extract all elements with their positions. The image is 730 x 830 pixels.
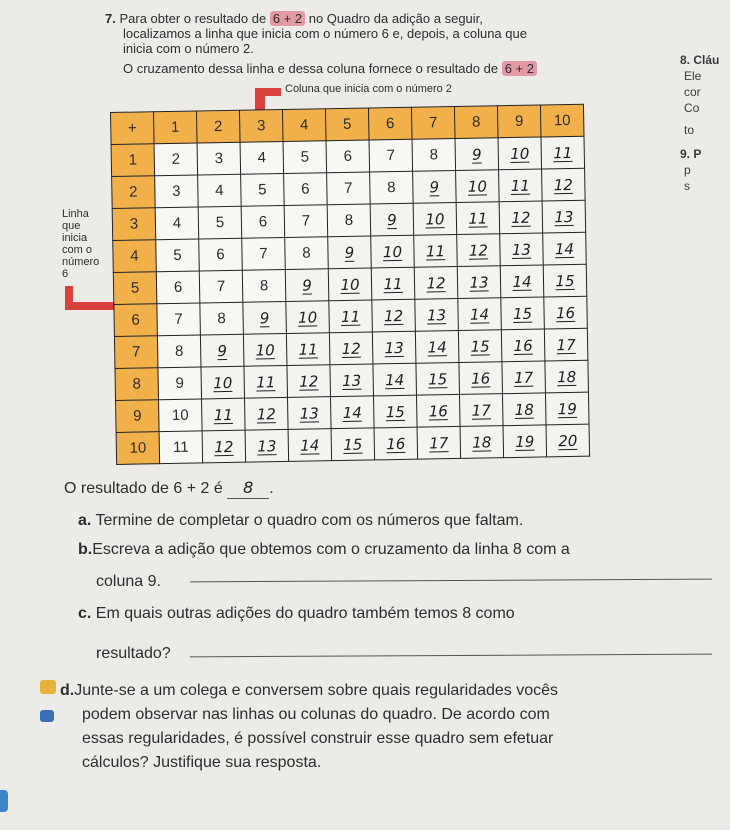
handwritten-cell[interactable]: 17 (417, 426, 461, 459)
column-header: 6 (368, 107, 412, 140)
handwritten-cell[interactable]: 12 (372, 299, 416, 332)
column-header: 10 (540, 104, 584, 137)
printed-cell: 4 (155, 207, 199, 240)
printed-cell: 5 (283, 141, 327, 174)
handwritten-cell[interactable]: 10 (456, 170, 500, 203)
intro-line-1 (105, 11, 635, 26)
handwritten-cell[interactable]: 13 (372, 331, 416, 364)
handwritten-cell[interactable]: 16 (459, 362, 503, 395)
printed-cell: 7 (284, 205, 328, 238)
column-header: 8 (454, 106, 498, 139)
handwritten-cell[interactable]: 14 (458, 298, 502, 331)
handwritten-cell[interactable]: 12 (287, 365, 331, 398)
handwritten-cell[interactable]: 10 (328, 268, 372, 301)
handwritten-cell[interactable]: 11 (202, 398, 246, 431)
handwritten-cell[interactable]: 9 (413, 170, 457, 203)
row-caption-line: inicia (62, 232, 88, 244)
handwritten-cell[interactable]: 13 (457, 266, 501, 299)
handwritten-cell[interactable]: 10 (371, 235, 415, 268)
side-l4: to (684, 123, 695, 137)
printed-cell: 7 (157, 303, 201, 336)
intro-line-4 (105, 61, 635, 76)
handwritten-cell[interactable]: 12 (457, 234, 501, 267)
handwritten-cell[interactable]: 12 (329, 332, 373, 365)
handwritten-cell[interactable]: 17 (502, 361, 546, 394)
handwritten-cell[interactable]: 14 (543, 232, 587, 265)
group-activity-icon-2 (40, 710, 54, 722)
item-c-text-1: Em quais outras adições do quadro também temos 8 como (95, 605, 515, 622)
printed-cell: 5 (241, 173, 285, 206)
column-header: 7 (411, 106, 455, 139)
handwritten-cell[interactable]: 19 (545, 392, 589, 425)
row-header: 7 (114, 336, 158, 369)
handwritten-cell[interactable]: 10 (243, 333, 287, 366)
handwritten-cell[interactable]: 18 (545, 360, 589, 393)
item-d-line-3: essas regularidades, é possível construir esse quadro sem efetuar (82, 730, 554, 747)
handwritten-cell[interactable]: 12 (245, 397, 289, 430)
intro-line-2: localizamos a linha que inicia com o número 6 e, depois, a coluna que (123, 26, 527, 41)
handwritten-cell[interactable]: 12 (414, 266, 458, 299)
row-header: 4 (113, 240, 157, 273)
item-d (60, 679, 720, 775)
row-caption-line: Linha (62, 208, 89, 220)
printed-cell: 2 (154, 143, 198, 176)
printed-cell: 6 (326, 140, 370, 173)
handwritten-cell[interactable]: 9 (370, 203, 414, 236)
handwritten-cell[interactable]: 11 (329, 300, 373, 333)
column-marker-stem (255, 88, 265, 110)
handwritten-cell[interactable]: 9 (455, 138, 499, 171)
handwritten-cell[interactable]: 11 (541, 136, 585, 169)
handwritten-cell[interactable]: 18 (460, 426, 504, 459)
printed-cell: 7 (242, 237, 286, 270)
handwritten-cell[interactable]: 10 (413, 202, 457, 235)
handwritten-cell[interactable]: 14 (415, 330, 459, 363)
handwritten-cell[interactable]: 12 (499, 201, 543, 234)
item-c-line-2: resultado? (96, 645, 171, 662)
group-activity-icon (40, 680, 56, 694)
row-header: 5 (113, 272, 157, 305)
printed-cell: 3 (197, 142, 241, 175)
handwritten-cell[interactable]: 18 (502, 393, 546, 426)
side-l1: Ele (684, 69, 702, 83)
handwritten-cell[interactable]: 15 (416, 362, 460, 395)
side-column (680, 52, 730, 194)
printed-cell: 11 (159, 431, 203, 464)
row-caption-line: 6 (62, 268, 69, 280)
printed-cell: 6 (284, 173, 328, 206)
handwritten-cell[interactable]: 11 (456, 202, 500, 235)
printed-cell: 3 (155, 175, 199, 208)
item-a-text: Termine de completar o quadro com os números que faltam. (95, 512, 524, 529)
item-a-letter: a. (78, 512, 92, 529)
result-line (64, 478, 274, 499)
printed-cell: 8 (157, 335, 201, 368)
row-header: 3 (112, 208, 156, 241)
handwritten-cell[interactable]: 13 (542, 200, 586, 233)
handwritten-cell[interactable]: 10 (201, 366, 245, 399)
handwritten-cell[interactable]: 20 (546, 424, 590, 457)
side-l6: s (684, 179, 690, 193)
column-header: 4 (282, 109, 326, 142)
row-caption (62, 208, 99, 280)
table-row (116, 424, 589, 464)
printed-cell: 6 (199, 238, 243, 271)
item-a (78, 511, 523, 531)
side-l5: p (684, 163, 691, 177)
handwritten-cell[interactable]: 12 (542, 168, 586, 201)
handwritten-cell[interactable]: 11 (371, 267, 415, 300)
row-header: 1 (111, 144, 155, 177)
printed-cell: 10 (159, 399, 203, 432)
intro-text-4a: O cruzamento dessa linha e dessa coluna fornece o resultado de (123, 61, 499, 76)
item-c-answer-line[interactable] (190, 654, 712, 658)
result-text: O resultado de 6 + 2 é (64, 480, 223, 497)
column-header: 1 (154, 111, 198, 144)
row-caption-line: com o (62, 244, 92, 256)
handwritten-cell[interactable]: 13 (330, 364, 374, 397)
handwritten-cell[interactable]: 11 (414, 234, 458, 267)
handwritten-cell[interactable]: 17 (459, 394, 503, 427)
printed-cell: 8 (242, 269, 286, 302)
handwritten-cell[interactable]: 13 (245, 429, 289, 462)
handwritten-cell[interactable]: 13 (500, 233, 544, 266)
column-header: 5 (325, 108, 369, 141)
item-c-letter: c. (78, 605, 92, 622)
printed-cell: 8 (327, 204, 371, 237)
intro-text-1a: Para obter o resultado de (119, 11, 267, 26)
handwritten-cell[interactable]: 9 (328, 236, 372, 269)
printed-cell: 8 (285, 237, 329, 270)
item-c (78, 604, 515, 624)
item-b-line-2: coluna 9. (96, 573, 161, 590)
table-corner-plus: + (111, 112, 155, 145)
side-l3: Co (684, 101, 700, 115)
handwritten-cell[interactable]: 15 (458, 330, 502, 363)
column-header: 2 (196, 110, 240, 143)
handwritten-cell[interactable]: 10 (286, 301, 330, 334)
handwritten-cell[interactable]: 10 (498, 137, 542, 170)
row-marker-bar (65, 302, 120, 310)
expr-highlight-2: 6 + 2 (502, 61, 537, 76)
item-b-answer-line[interactable] (190, 579, 712, 583)
handwritten-cell[interactable]: 19 (503, 425, 547, 458)
printed-cell: 8 (200, 302, 244, 335)
printed-cell: 6 (156, 271, 200, 304)
handwritten-cell[interactable]: 11 (244, 365, 288, 398)
handwritten-cell[interactable]: 16 (374, 427, 418, 460)
addition-table (110, 104, 590, 465)
column-header: 3 (239, 109, 283, 142)
handwritten-cell[interactable]: 9 (243, 301, 287, 334)
printed-cell: 7 (327, 172, 371, 205)
printed-cell: 8 (370, 171, 414, 204)
problem-number: 7. (105, 11, 116, 26)
handwritten-cell[interactable]: 11 (286, 333, 330, 366)
handwritten-cell[interactable]: 11 (499, 169, 543, 202)
row-header: 8 (115, 368, 159, 401)
row-header: 6 (114, 304, 158, 337)
intro-text-1b: no Quadro da adição a seguir, (308, 11, 483, 26)
row-header: 10 (116, 432, 160, 465)
item-d-line-1 (60, 679, 720, 703)
problem-7-intro (105, 11, 635, 76)
item-d-letter: d. (60, 682, 75, 699)
row-caption-line: número (62, 256, 100, 268)
printed-cell: 7 (369, 139, 413, 172)
row-header: 9 (116, 400, 160, 433)
handwritten-cell[interactable]: 15 (331, 428, 375, 461)
printed-cell: 7 (199, 270, 243, 303)
handwritten-cell[interactable]: 14 (331, 396, 375, 429)
printed-cell: 9 (158, 367, 202, 400)
row-header: 2 (112, 176, 156, 209)
handwritten-cell[interactable]: 16 (544, 296, 588, 329)
handwritten-cell[interactable]: 9 (285, 269, 329, 302)
result-answer: 8 (227, 478, 269, 499)
printed-cell: 5 (198, 206, 242, 239)
side-q8: 8. Cláu (680, 53, 720, 67)
handwritten-cell[interactable]: 9 (200, 334, 244, 367)
column-header: 9 (497, 105, 541, 138)
item-b-text-1: Escreva a adição que obtemos com o cruzamento da linha 8 com a (92, 541, 570, 558)
handwritten-cell[interactable]: 15 (373, 395, 417, 428)
handwritten-cell[interactable]: 13 (415, 298, 459, 331)
expr-highlight: 6 + 2 (270, 11, 305, 26)
handwritten-cell[interactable]: 16 (416, 394, 460, 427)
item-d-text-1: Junte-se a um colega e conversem sobre quais regularidades vocês (74, 682, 559, 699)
printed-cell: 4 (198, 174, 242, 207)
handwritten-cell[interactable]: 13 (288, 397, 332, 430)
handwritten-cell[interactable]: 15 (501, 297, 545, 330)
printed-cell: 4 (240, 141, 284, 174)
column-caption: Coluna que inicia com o número 2 (285, 83, 452, 95)
intro-line-3: inicia com o número 2. (123, 41, 254, 56)
printed-cell: 8 (412, 138, 456, 171)
row-caption-line: que (62, 220, 81, 232)
handwritten-cell[interactable]: 17 (544, 328, 588, 361)
item-b-letter: b. (78, 541, 93, 558)
printed-cell: 6 (241, 205, 285, 238)
margin-marker (0, 790, 8, 812)
result-period: . (269, 480, 274, 497)
handwritten-cell[interactable]: 14 (288, 429, 332, 462)
handwritten-cell[interactable]: 14 (373, 363, 417, 396)
side-l2: cor (684, 85, 701, 99)
handwritten-cell[interactable]: 16 (501, 329, 545, 362)
side-q9: 9. P (680, 147, 702, 161)
printed-cell: 5 (156, 239, 200, 272)
item-d-line-4: cálculos? Justifique sua resposta. (82, 754, 322, 771)
handwritten-cell[interactable]: 12 (202, 430, 246, 463)
item-d-line-2: podem observar nas linhas ou colunas do quadro. De acordo com (82, 706, 550, 723)
handwritten-cell[interactable]: 15 (543, 264, 587, 297)
item-b (78, 540, 570, 560)
handwritten-cell[interactable]: 14 (500, 265, 544, 298)
